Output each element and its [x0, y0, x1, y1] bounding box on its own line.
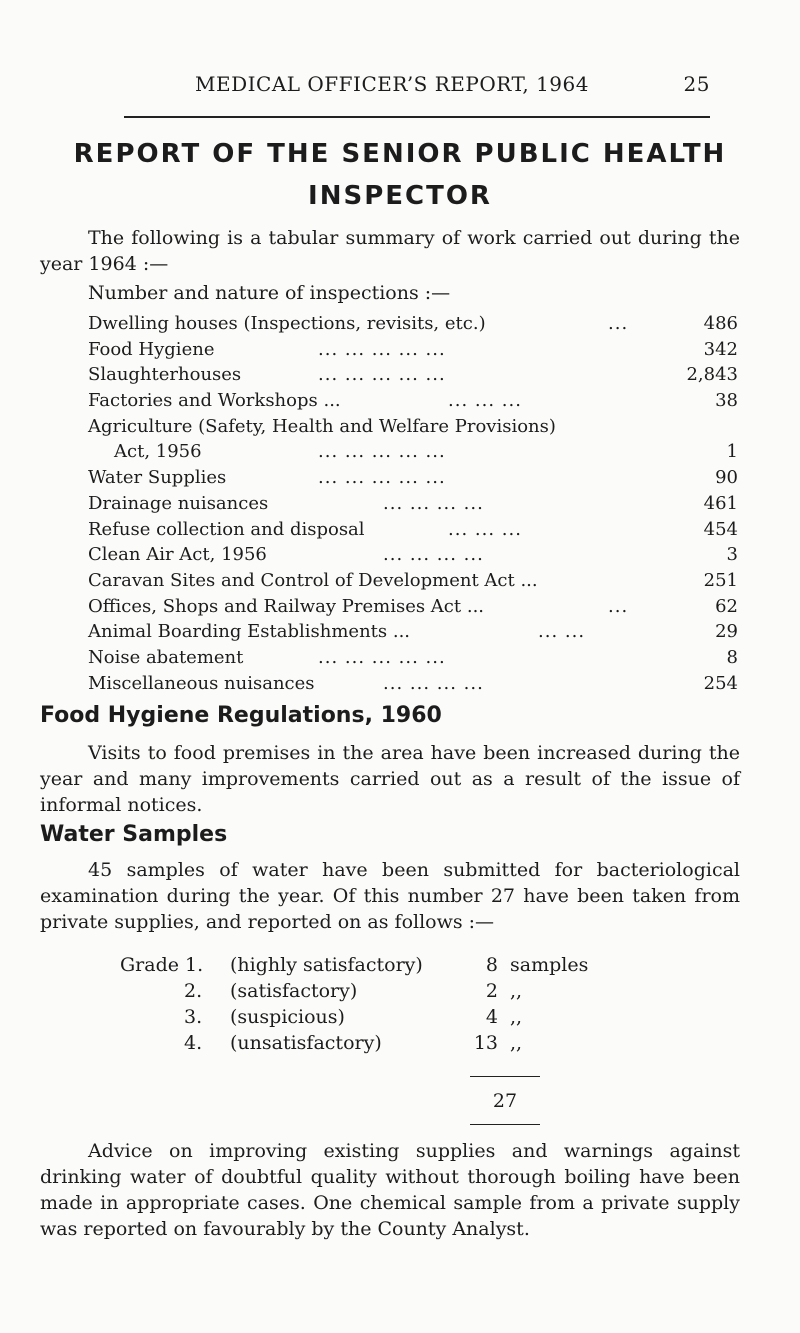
- inspection-label: Refuse collection and disposal: [88, 518, 365, 540]
- table-row: [88, 388, 738, 414]
- table-row: [88, 542, 738, 568]
- table-row: [88, 671, 738, 697]
- grade-description: (satisfactory): [230, 980, 358, 1002]
- samples-total: 27: [492, 1090, 518, 1112]
- table-row: [88, 414, 738, 440]
- leader-dots: ...: [608, 313, 629, 334]
- grade-description: (highly satisfactory): [230, 954, 423, 976]
- inspection-count: 8: [726, 646, 738, 668]
- inspection-label: Act, 1956: [114, 441, 202, 463]
- inspection-label: Dwelling houses (Inspections, revisits, etc.): [88, 313, 486, 334]
- leader-dots: ... ... ... ... ...: [318, 467, 446, 489]
- table-row: [88, 619, 738, 645]
- inspection-count: 38: [715, 390, 738, 412]
- inspection-count: 1: [726, 441, 738, 463]
- table-row: [88, 517, 738, 543]
- leader-dots: ... ... ... ... ...: [318, 441, 446, 463]
- inspection-label: Clean Air Act, 1956: [88, 544, 267, 566]
- inspection-label: Noise abatement: [88, 646, 244, 668]
- inspection-count: 254: [703, 672, 738, 694]
- intro-paragraph: [40, 225, 740, 277]
- leader-dots: ... ... ... ...: [383, 544, 484, 566]
- grade-count: 4: [485, 1006, 498, 1028]
- grade-description: (unsatisfactory): [230, 1032, 382, 1054]
- inspection-count: 2,843: [686, 364, 738, 386]
- leader-dots: ... ... ... ...: [383, 492, 484, 514]
- inspection-label: Miscellaneous nuisances: [88, 672, 315, 694]
- inspection-count: 454: [703, 518, 738, 540]
- inspection-label: Offices, Shops and Railway Premises Act ...: [88, 595, 485, 617]
- table-row: [88, 594, 738, 620]
- leader-dots: ... ...: [538, 621, 586, 643]
- grade-unit: ,,: [510, 980, 523, 1002]
- table-row: [88, 337, 738, 363]
- grade-description: (suspicious): [230, 1006, 345, 1028]
- inspection-count: 486: [703, 313, 738, 334]
- inspection-label: Factories and Workshops ...: [88, 390, 341, 412]
- running-head: [195, 72, 710, 112]
- grades-table: [120, 952, 630, 1056]
- grade-count: 13: [473, 1032, 498, 1054]
- inspection-count: 62: [715, 595, 738, 617]
- table-row: [88, 568, 738, 594]
- header-rule: [124, 116, 710, 118]
- leader-dots: ... ... ...: [448, 518, 522, 540]
- inspection-label: Water Supplies: [88, 467, 227, 489]
- report-title-line-2: INSPECTOR: [308, 181, 492, 211]
- leader-dots: ...: [608, 595, 629, 617]
- grade-number: 4.: [184, 1032, 203, 1054]
- report-title-line-1: REPORT OF THE SENIOR PUBLIC HEALTH: [73, 139, 727, 169]
- total-rule-bottom: [470, 1124, 540, 1125]
- inspection-label: Food Hygiene: [88, 338, 215, 360]
- table-row: [88, 491, 738, 517]
- leader-dots: ... ... ...: [448, 390, 522, 412]
- advice-text: Advice on improving existing supplies and warnings against drinking water of doubtful quality without thorough boiling have been made in appropriate cases. One chemical sample from a private supply was reported on favourably by the County Analyst.: [40, 1140, 740, 1240]
- report-title: [0, 133, 800, 217]
- grade-number: Grade 1.: [120, 954, 204, 976]
- table-row: [88, 311, 738, 337]
- leader-dots: ... ... ... ... ...: [318, 364, 446, 386]
- table-row: [120, 1004, 630, 1030]
- advice-paragraph: [40, 1138, 740, 1242]
- water-samples-heading: Water Samples: [40, 822, 228, 847]
- grade-unit: ,,: [510, 1006, 523, 1028]
- grade-count: 8: [485, 954, 498, 976]
- table-row: [88, 362, 738, 388]
- table-row: [120, 978, 630, 1004]
- table-row: [120, 1030, 630, 1056]
- inspection-count: 29: [715, 621, 738, 643]
- table-row: [120, 952, 630, 978]
- page-number: 25: [683, 72, 710, 96]
- table-row: [88, 439, 738, 465]
- grade-count: 2: [485, 980, 498, 1002]
- inspection-count: 251: [703, 569, 738, 591]
- water-samples-paragraph: [40, 857, 740, 935]
- inspection-count: 3: [726, 544, 738, 566]
- grade-unit: ,,: [510, 1032, 523, 1054]
- inspection-label: Animal Boarding Establishments ...: [88, 621, 411, 643]
- grade-number: 2.: [184, 980, 203, 1002]
- inspection-count: 90: [715, 467, 738, 489]
- water-samples-text: 45 samples of water have been submitted for bacteriological examination during the year. Of this number 27 have been taken from private supplies, and reported on as follows :—: [40, 859, 740, 933]
- grade-unit: samples: [510, 954, 589, 976]
- inspection-count: 342: [703, 338, 738, 360]
- inspection-label: Slaughterhouses: [88, 364, 242, 386]
- inspection-label: Agriculture (Safety, Health and Welfare Provisions): [88, 415, 556, 437]
- intro-text: The following is a tabular summary of work carried out during the year 1964 :—: [40, 227, 740, 275]
- table-row: [88, 645, 738, 671]
- table-row: [88, 465, 738, 491]
- total-rule-top: [470, 1076, 540, 1077]
- leader-dots: ... ... ... ...: [383, 672, 484, 694]
- food-hygiene-heading: Food Hygiene Regulations, 1960: [40, 703, 442, 728]
- running-head-title: MEDICAL OFFICER’S REPORT, 1964: [195, 72, 589, 96]
- inspection-label: Caravan Sites and Control of Development Act ...: [88, 569, 538, 591]
- food-hygiene-paragraph: [40, 740, 740, 818]
- inspections-table: [88, 311, 738, 696]
- leader-dots: ... ... ... ... ...: [318, 646, 446, 668]
- inspections-heading: Number and nature of inspections :—: [88, 282, 451, 304]
- grade-number: 3.: [184, 1006, 203, 1028]
- leader-dots: ... ... ... ... ...: [318, 338, 446, 360]
- inspection-count: 461: [703, 492, 738, 514]
- inspection-label: Drainage nuisances: [88, 492, 269, 514]
- food-hygiene-text: Visits to food premises in the area have been increased during the year and many improvements carried out as a result of the issue of informal notices.: [40, 742, 740, 816]
